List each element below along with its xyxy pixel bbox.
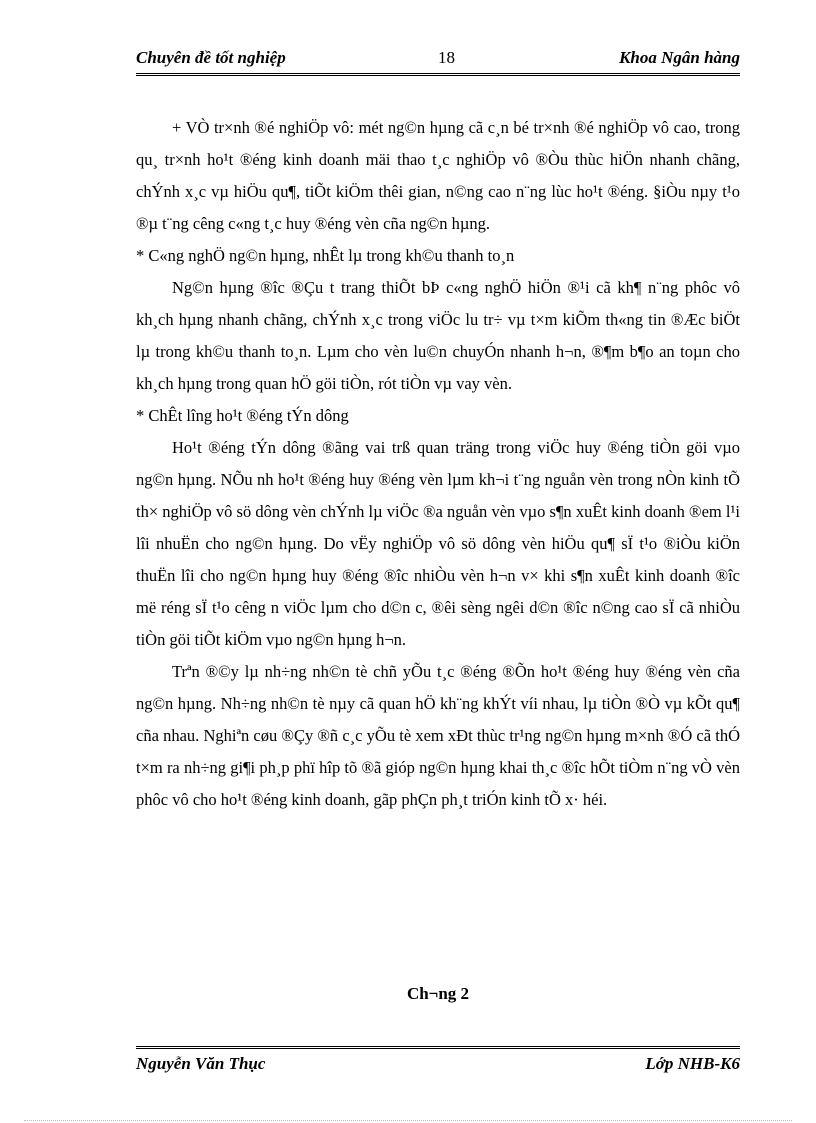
heading-credit-quality: * ChÊt lîng ho¹t ®éng tÝn dông [136,406,349,425]
footer-class: Lớp NHB-K6 [645,1054,740,1073]
header-double-rule [136,73,740,76]
heading-banking-technology: * C«ng nghÖ ng©n hµng, nhÊt lµ trong kh©u thanh to¸n [136,246,515,265]
header-title-right: Khoa Ngân hàng [619,48,740,67]
page-footer [136,1054,740,1078]
paragraph-professional-level: + VÒ tr×nh ®é nghiÖp vô: mét ng©n hµng cã c¸n bé tr×nh ®é nghiÖp vô cao, trong qu¸ tr×nh ho¹t ®éng kinh doanh mäi thao t¸c nghiÖp vô ®Òu thùc hiÖn nhanh chãng, chÝnh x¸c vµ hiÖu qu¶, tiÕt kiÖm thêi gian, n©ng cao n¨ng lùc ho¹t ®éng. §iÒu nµy t¹o ®µ t¨ng cêng c«ng t¸c huy ®éng vèn cña ng©n hµng. [136,118,740,233]
page-bottom-dotted-line [24,1120,792,1121]
chapter-heading: Ch¬ng 2 [406,984,470,1003]
footer-double-rule [136,1046,740,1049]
footer-author: Nguyễn Văn Thục [136,1054,266,1073]
paragraph-summary: Trªn ®©y lµ nh÷ng nh©n tè chñ yÕu t¸c ®éng ®Õn ho¹t ®éng huy ®éng vèn cña ng©n hµng. Nh÷ng nh©n tè nµy cã quan hÖ kh¨ng khÝt víi nhau, lµ tiÒn ®Ò vµ kÕt qu¶ cña nhau. Nghiªn cøu ®Çy ®ñ c¸c yÕu tè xem xÐt thùc tr¹ng ng©n hµng m×nh ®Ó cã thÓ t×m ra nh÷ng gi¶i ph¸p phï hîp tõ ®ã gióp ng©n hµng khai th¸c ®îc hÕt tiÒm n¨ng vÒ vèn phôc vô cho ho¹t ®éng kinh doanh, gãp phÇn ph¸t triÓn kinh tÕ x· héi. [136,662,740,809]
paragraph-credit-quality: Ho¹t ®éng tÝn dông ®ãng vai trß quan träng trong viÖc huy ®éng tiÒn göi vµo ng©n hµng. NÕu nh ho¹t ®éng huy ®éng vèn lµm kh¬i t¨ng nguån vèn trong nÒn kinh tÕ th× nghiÖp vô sö dông vèn chÝnh lµ viÖc ®a nguån vèn vµo s¶n xuÊt kinh doanh ®em l¹i lîi nhuËn cho ng©n hµng. Do vËy nghiÖp vô sö dông vèn hiÖu qu¶ sÏ t¹o ®iÒu kiÖn thuËn lîi cho ng©n hµng huy ®éng ®îc nhiÒu vèn h¬n v× khi s¶n xuÊt kinh doanh ®îc më réng sÏ t¹o cêng n viÖc lµm cho d©n c, ®êi sèng ngêi d©n ®îc n©ng cao sÏ cã nhiÒu tiÒn göi tiÕt kiÖm vµo ng©n hµng h¬n. [136,438,740,649]
header-title-left: Chuyên đề tốt nghiệp [136,48,286,67]
page-number: 18 [438,48,455,67]
paragraph-banking-technology: Ng©n hµng ®îc ®Çu t trang thiÕt bÞ c«ng nghÖ hiÖn ®¹i cã kh¶ n¨ng phôc vô kh¸ch hµng nhanh chãng, chÝnh x¸c trong viÖc lu tr÷ vµ t×m kiÕm th«ng tin ®Æc biÖt lµ trong kh©u thanh to¸n. Lµm cho vèn lu©n chuyÓn nhanh h¬n, ®¶m b¶o an toµn cho kh¸ch hµng trong quan hÖ göi tiÒn, rót tiÒn vµ vay vèn. [136,278,740,393]
document-body [136,112,740,816]
page-header [136,48,740,72]
